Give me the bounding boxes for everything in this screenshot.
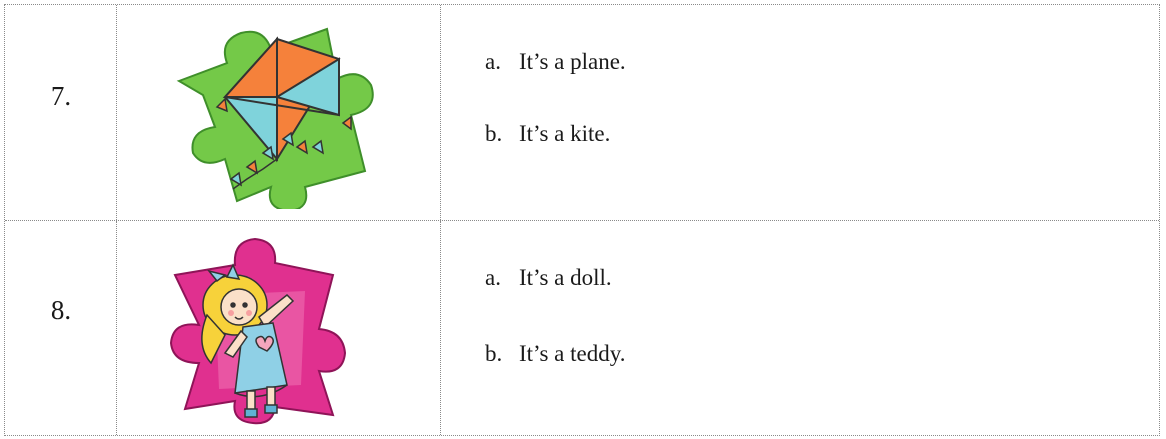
option-letter: a. bbox=[485, 265, 501, 290]
option-text: It’s a teddy. bbox=[519, 341, 626, 366]
question-number: 7. bbox=[50, 81, 72, 111]
option-text: It’s a doll. bbox=[519, 265, 612, 290]
option-text: It’s a kite. bbox=[519, 121, 611, 146]
option-a[interactable] bbox=[485, 49, 626, 75]
number-cell bbox=[5, 5, 117, 220]
option-b[interactable] bbox=[485, 341, 625, 367]
option-letter: a. bbox=[485, 49, 501, 74]
option-letter: b. bbox=[485, 341, 503, 366]
picture-cell bbox=[117, 5, 441, 220]
option-letter: b. bbox=[485, 121, 503, 146]
options-cell bbox=[441, 5, 1159, 220]
option-b[interactable] bbox=[485, 121, 610, 147]
option-a[interactable] bbox=[485, 265, 612, 291]
table-row bbox=[5, 221, 1159, 435]
table-row bbox=[5, 5, 1159, 221]
kite-illustration bbox=[167, 19, 377, 209]
doll-illustration bbox=[155, 235, 355, 425]
options-cell bbox=[441, 221, 1159, 435]
picture-cell bbox=[117, 221, 441, 435]
exercise-table bbox=[4, 4, 1160, 436]
question-number: 8. bbox=[50, 295, 72, 325]
option-text: It’s a plane. bbox=[519, 49, 626, 74]
number-cell bbox=[5, 221, 117, 435]
